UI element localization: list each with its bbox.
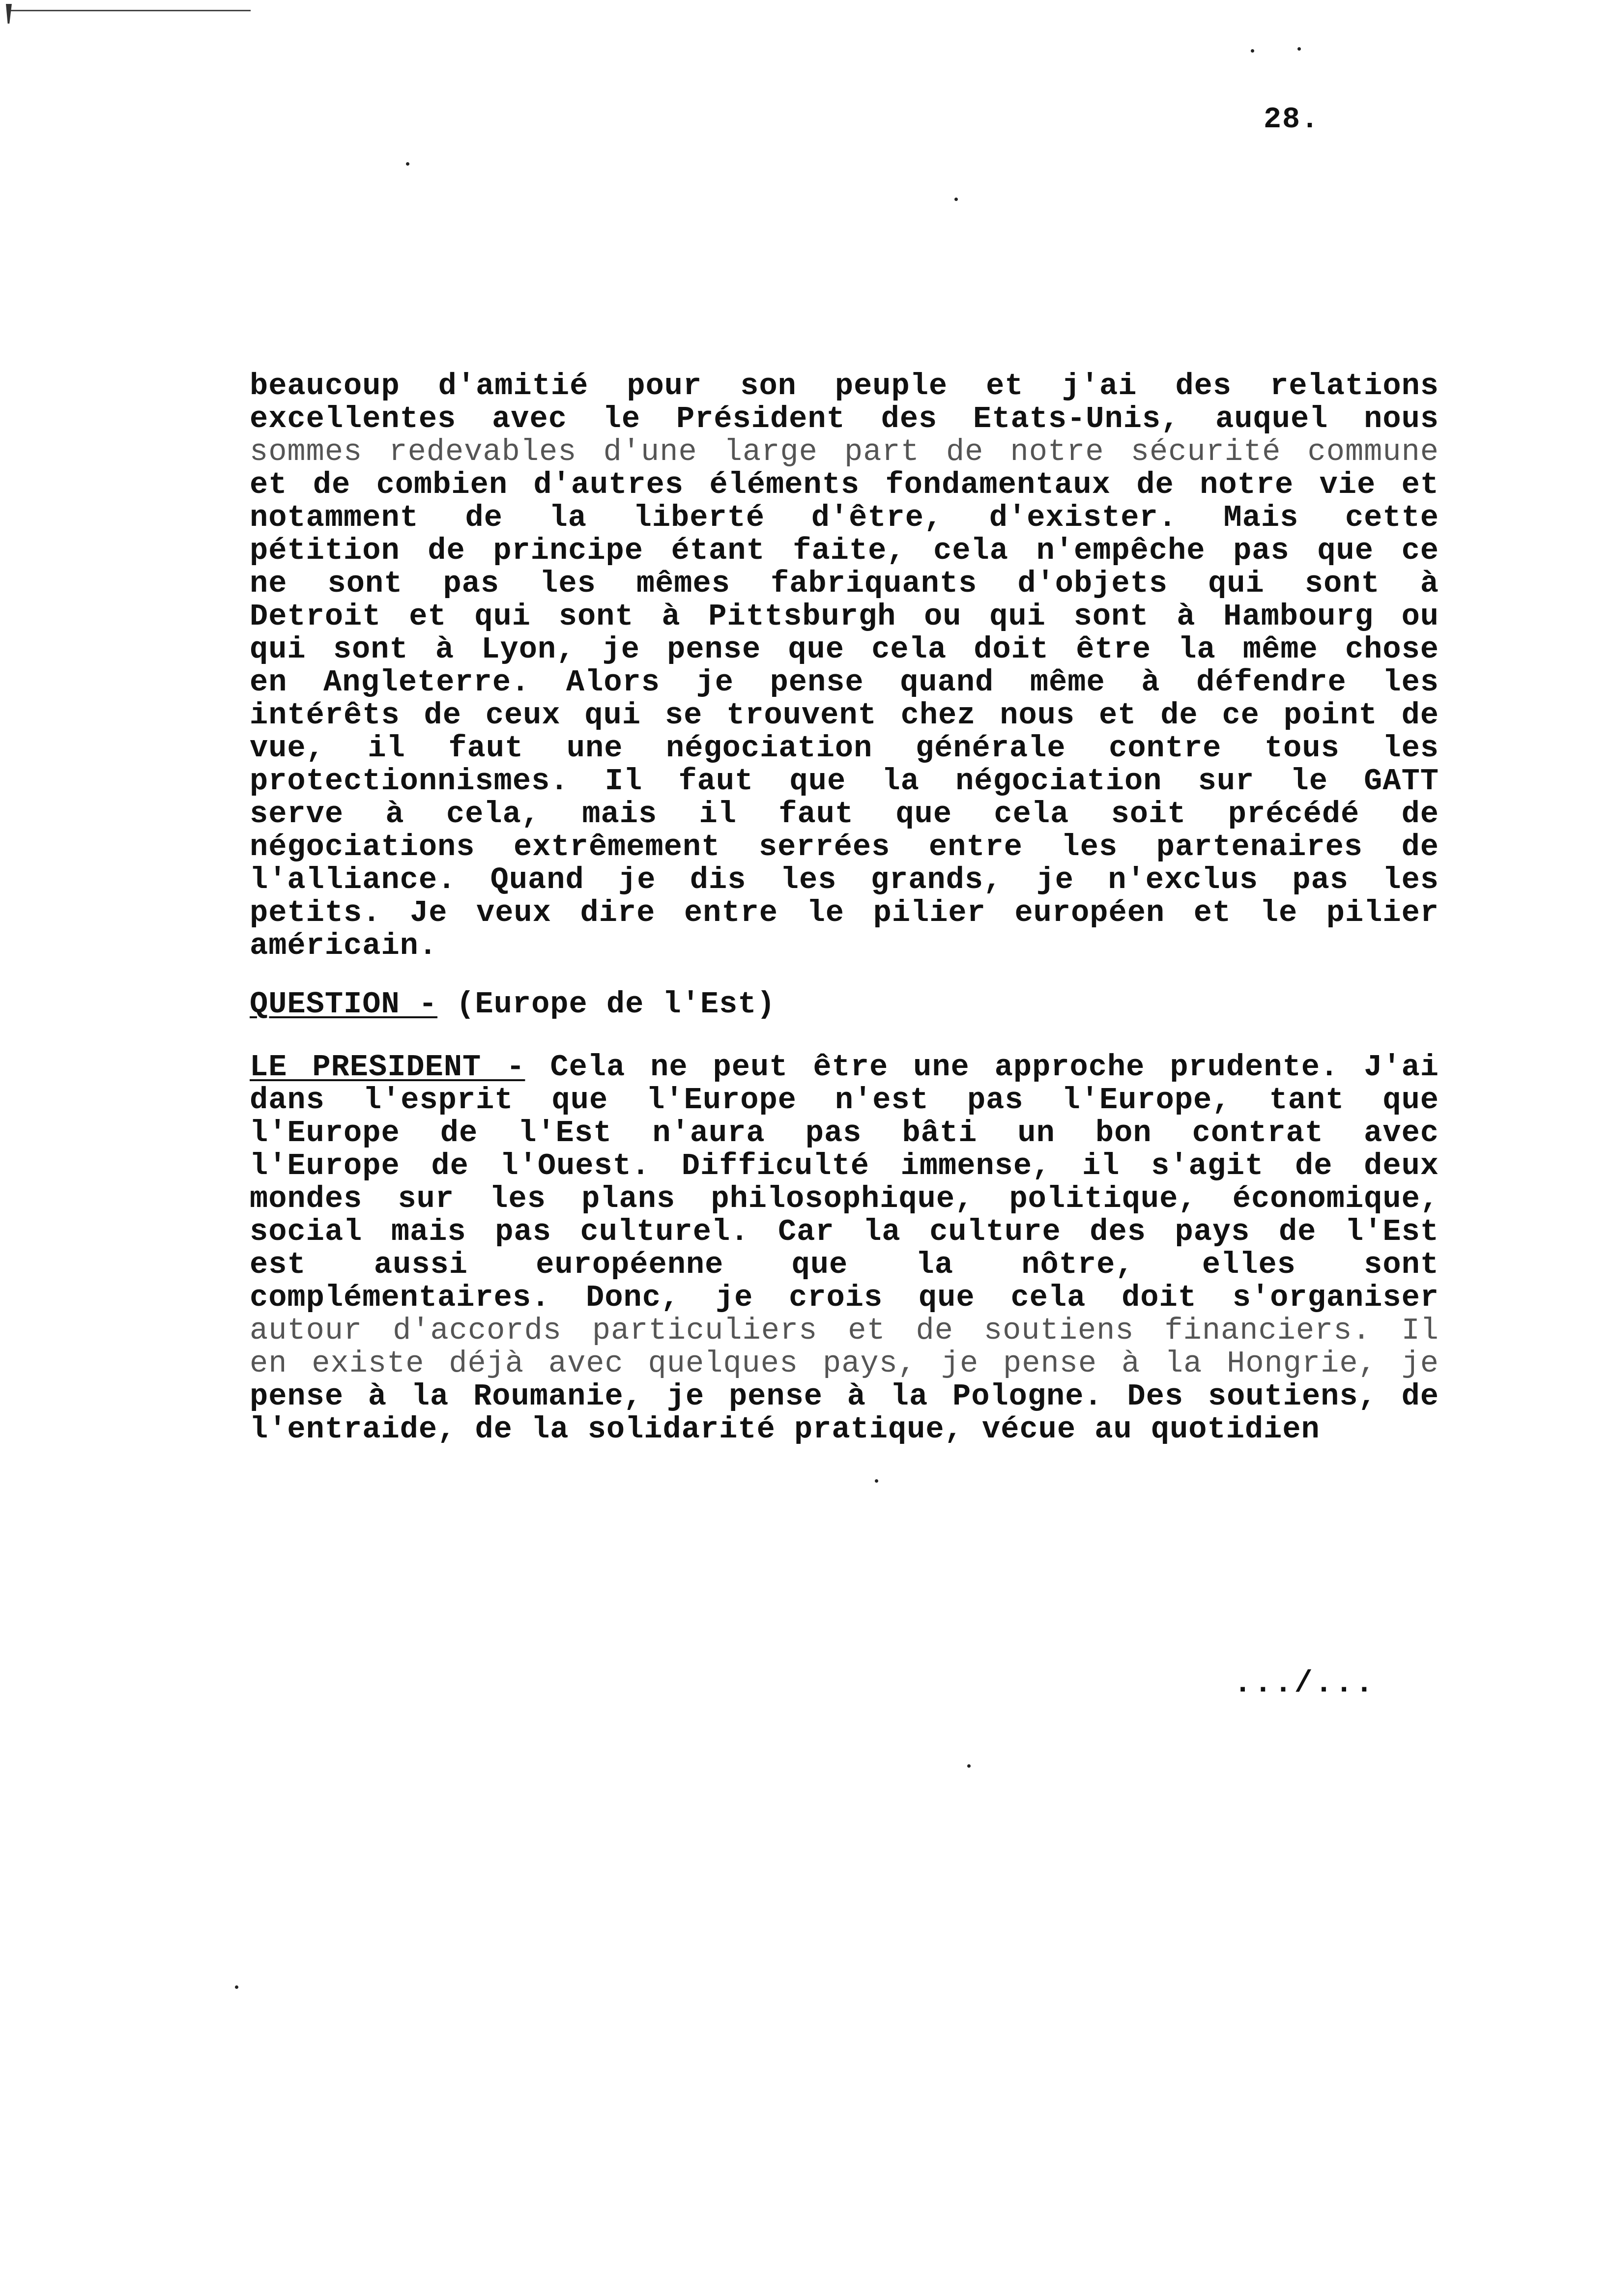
text-line: beaucoup d'amitié pour son peuple et j'ai des relations	[250, 369, 1439, 403]
president-answer	[250, 1051, 1439, 1446]
text-line: Detroit et qui sont à Pittsburgh ou qui sont à Hambourg ou	[250, 599, 1439, 634]
paragraph-continuation	[250, 370, 1439, 962]
text-line: vue, il faut une négociation générale contre tous les	[250, 731, 1439, 766]
answer-first-line	[250, 1051, 1439, 1084]
text-line: l'Europe de l'Est n'aura pas bâti un bon contrat avec	[250, 1116, 1439, 1150]
top-scan-rule	[10, 10, 251, 11]
scan-speck	[875, 1479, 878, 1483]
question-label: QUESTION -	[250, 987, 438, 1022]
text-line: ne sont pas les mêmes fabriquants d'objets qui sont à	[250, 566, 1439, 601]
text-line: protectionnismes. Il faut que la négociation sur le GATT	[250, 764, 1439, 799]
text-line: négociations extrêmement serrées entre les partenaires de	[250, 830, 1439, 864]
text-line: dans l'esprit que l'Europe n'est pas l'Europe, tant que	[250, 1083, 1439, 1118]
text-line: qui sont à Lyon, je pense que cela doit être la même chose	[250, 632, 1439, 667]
scan-speck	[1251, 49, 1254, 53]
question-heading	[250, 988, 776, 1021]
text-line: mondes sur les plans philosophique, politique, économique,	[250, 1181, 1439, 1216]
text-line: notamment de la liberté d'être, d'exister. Mais cette	[250, 500, 1439, 535]
text-line: complémentaires. Donc, je crois que cela doit s'organiser	[250, 1280, 1439, 1315]
text-line: petits. Je veux dire entre le pilier européen et le pilier	[250, 895, 1439, 930]
text-line: l'alliance. Quand je dis les grands, je n'exclus pas les	[250, 862, 1439, 897]
continuation-marker: .../...	[1234, 1666, 1376, 1701]
text-line: l'entraide, de la solidarité pratique, vécue au quotidien	[250, 1412, 1320, 1447]
scan-speck	[235, 1985, 238, 1989]
page-number: 28.	[1263, 103, 1320, 137]
text-line: social mais pas culturel. Car la culture des pays de l'Est	[250, 1214, 1439, 1249]
answer-first-text: Cela ne peut être une approche prudente. J'ai	[550, 1050, 1439, 1085]
text-line: et de combien d'autres éléments fondamentaux de notre vie et	[250, 467, 1439, 502]
scan-speck	[954, 198, 958, 201]
staple-mark	[6, 4, 12, 24]
text-line: l'Europe de l'Ouest. Difficulté immense, il s'agit de deux	[250, 1148, 1439, 1183]
text-line: américain.	[250, 928, 438, 963]
text-line: en Angleterre. Alors je pense quand même à défendre les	[250, 665, 1439, 700]
scan-speck	[1297, 47, 1301, 51]
text-line: intérêts de ceux qui se trouvent chez nous et de ce point de	[250, 698, 1439, 733]
text-line: sommes redevables d'une large part de notre sécurité commune	[250, 434, 1439, 469]
scan-speck	[967, 1764, 971, 1768]
text-line: pense à la Roumanie, je pense à la Pologne. Des soutiens, de	[250, 1379, 1439, 1414]
speaker-label: LE PRESIDENT -	[250, 1050, 525, 1085]
text-line: excellentes avec le Président des Etats-Unis, auquel nous	[250, 402, 1439, 436]
text-line: est aussi européenne que la nôtre, elles sont	[250, 1247, 1439, 1282]
text-line: autour d'accords particuliers et de soutiens financiers. Il	[250, 1313, 1439, 1348]
question-topic: (Europe de l'Est)	[456, 987, 776, 1022]
text-line: en existe déjà avec quelques pays, je pense à la Hongrie, je	[250, 1346, 1439, 1381]
text-line: pétition de principe étant faite, cela n'empêche pas que ce	[250, 533, 1439, 568]
scan-speck	[406, 162, 409, 166]
text-line: serve à cela, mais il faut que cela soit précédé de	[250, 797, 1439, 832]
